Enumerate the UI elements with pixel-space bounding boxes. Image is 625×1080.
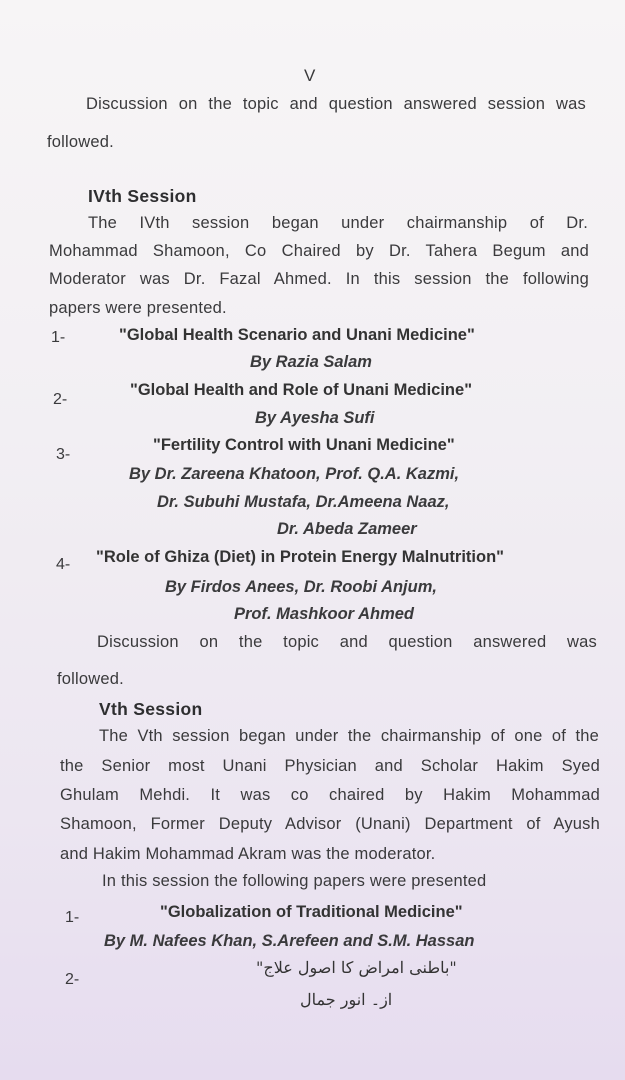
paper-author: By Dr. Zareena Khatoon, Prof. Q.A. Kazmi,	[129, 465, 460, 483]
paragraph-line: The IVth session began under chairmanship of Dr.	[88, 214, 588, 232]
paper-author: By Ayesha Sufi	[255, 409, 375, 427]
paper-title-urdu: "باطنی امراض کا اصول علاج"	[256, 958, 457, 977]
page-number: V	[304, 66, 316, 85]
paper-author: Dr. Abeda Zameer	[277, 520, 417, 538]
paper-number: 4-	[56, 556, 71, 573]
paper-title: "Role of Ghiza (Diet) in Protein Energy Malnutrition"	[96, 548, 504, 566]
paragraph-line: followed.	[57, 670, 124, 688]
paper-author: By Razia Salam	[250, 353, 372, 371]
paper-author: Prof. Mashkoor Ahmed	[234, 605, 414, 623]
paper-title: "Global Health Scenario and Unani Medicine"	[119, 326, 475, 344]
paragraph-line: and Hakim Mohammad Akram was the moderator.	[60, 845, 436, 863]
paper-title: "Global Health and Role of Unani Medicine"	[130, 381, 473, 399]
section-heading: IVth Session	[88, 186, 197, 206]
paper-title: "Globalization of Traditional Medicine"	[160, 903, 463, 921]
paper-number: 2-	[53, 391, 68, 408]
paper-author: Dr. Subuhi Mustafa, Dr.Ameena Naaz,	[157, 493, 450, 511]
paragraph-line: the Senior most Unani Physician and Scholar Hakim Syed	[60, 757, 600, 775]
paragraph-line: Discussion on the topic and question answered was	[97, 633, 597, 651]
paragraph-line: Mohammad Shamoon, Co Chaired by Dr. Tahera Begum and	[49, 242, 589, 260]
paragraph-line: Shamoon, Former Deputy Advisor (Unani) Department of Ayush	[60, 815, 600, 833]
paragraph-line: papers were presented.	[49, 299, 227, 317]
paper-title: "Fertility Control with Unani Medicine"	[153, 436, 455, 454]
section-heading: Vth Session	[99, 699, 203, 719]
paragraph-line: followed.	[47, 133, 114, 151]
paragraph-line: In this session the following papers were presented	[102, 872, 487, 890]
paper-author-urdu: از۔ انور جمال	[300, 990, 393, 1009]
paper-author: By Firdos Anees, Dr. Roobi Anjum,	[165, 578, 437, 596]
paragraph-line: Moderator was Dr. Fazal Ahmed. In this session the following	[49, 270, 589, 288]
paper-number: 2-	[65, 971, 80, 988]
paper-number: 1-	[51, 329, 66, 346]
paragraph-line: The Vth session began under the chairmanship of one of the	[99, 727, 599, 745]
paper-number: 3-	[56, 446, 71, 463]
paragraph-line: Ghulam Mehdi. It was co chaired by Hakim Mohammad	[60, 786, 600, 804]
paragraph-line: Discussion on the topic and question answered session was	[86, 95, 586, 113]
paper-author: By M. Nafees Khan, S.Arefeen and S.M. Hassan	[104, 932, 475, 950]
paper-number: 1-	[65, 909, 80, 926]
